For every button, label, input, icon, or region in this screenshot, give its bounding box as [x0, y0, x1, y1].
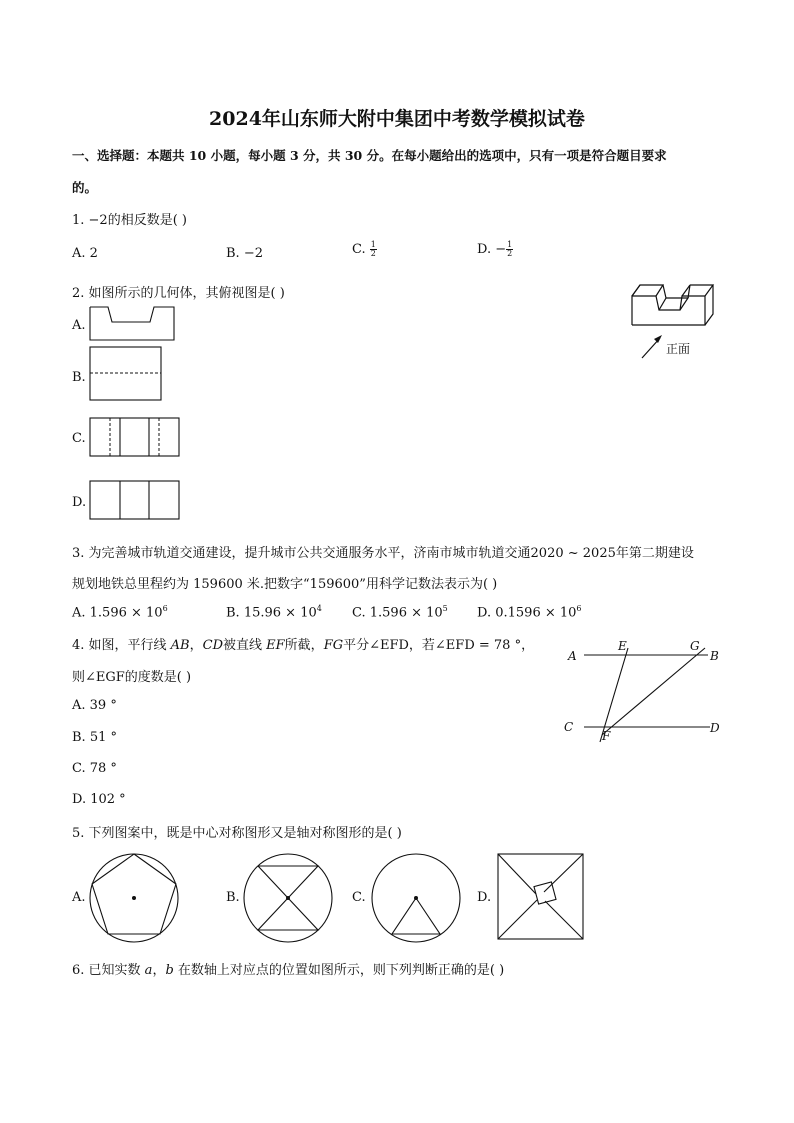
- q2-option-a-figure: [88, 305, 178, 343]
- q3-d-exp: 6: [576, 604, 582, 613]
- q1-option-c: [352, 241, 377, 258]
- q5-option-d-figure: [496, 852, 586, 942]
- q5-option-a-label: A.: [72, 890, 86, 905]
- q2-solid-figure: [618, 278, 728, 362]
- q3-d-base: D. 0.1596 × 10: [477, 605, 577, 621]
- q1-c-numerator: 1: [370, 240, 376, 249]
- q4-fg: FG: [323, 638, 344, 653]
- q3-option-b: [226, 604, 322, 620]
- q3-option-c: [352, 604, 448, 620]
- q6-text-a: 6. 已知实数: [72, 963, 145, 978]
- q1-option-a: A. 2: [72, 246, 98, 261]
- q1-c-denominator: 2: [370, 249, 376, 258]
- q4-option-b: B. 51 °: [72, 730, 117, 745]
- q1-stem: 1. −2的相反数是( ): [72, 213, 187, 228]
- q1-option-d-label: D. −: [477, 242, 507, 257]
- q5-option-b-label: B.: [226, 890, 240, 905]
- q2-option-c-figure: [88, 417, 182, 459]
- q5-option-d-label: D.: [477, 890, 492, 905]
- q4-ef: EF: [266, 638, 285, 653]
- q2-option-a-label: A.: [72, 318, 86, 333]
- q1-option-d-fraction: [506, 241, 513, 258]
- q2-option-d-label: D.: [72, 495, 87, 510]
- q4-text-a: 4. 如图，平行线: [72, 638, 171, 653]
- section-header-line2: 的。: [72, 180, 98, 195]
- q5-option-a-figure: [88, 852, 180, 944]
- q1-d-numerator: 1: [507, 240, 513, 249]
- q4-parallel-lines-figure: [560, 636, 730, 746]
- q3-a-exp: 6: [162, 604, 168, 613]
- q2-front-label: 正面: [666, 342, 691, 356]
- q4-text-b: ，: [189, 638, 203, 653]
- q5-option-c-figure: [370, 852, 462, 944]
- q3-c-base: C. 1.596 × 10: [352, 605, 443, 621]
- q2-option-b-label: B.: [72, 370, 86, 385]
- label-d: D: [710, 721, 720, 735]
- q6-var-a: a: [144, 963, 153, 978]
- line-fg: [602, 648, 705, 735]
- q3-b-exp: 4: [316, 604, 322, 613]
- q4-text-e: 平分∠EFD，若∠EFD = 78 °，: [343, 638, 535, 653]
- q4-option-d: D. 102 °: [72, 792, 126, 807]
- q1-option-d: [477, 241, 513, 258]
- q2-stem: 2. 如图所示的几何体，其俯视图是( ): [72, 286, 285, 301]
- q1-option-c-label: C.: [352, 242, 370, 257]
- page-title: 2024年山东师大附中集团中考数学模拟试卷: [209, 108, 585, 130]
- q2-option-d-figure: [88, 480, 182, 522]
- label-b: B: [710, 649, 719, 663]
- label-c: C: [564, 720, 574, 734]
- q4-line1: [72, 634, 534, 653]
- q5-stem: 5. 下列图案中，既是中心对称图形又是轴对称图形的是( ): [72, 826, 402, 841]
- q6-text-c: 在数轴上对应点的位置如图所示，则下列判断正确的是( ): [173, 963, 505, 978]
- arrow-head-icon: [654, 335, 662, 343]
- q4-option-c: C. 78 °: [72, 761, 117, 776]
- label-a: A: [568, 649, 577, 663]
- q3-option-d: [477, 604, 582, 620]
- q1-option-b: B. −2: [226, 246, 263, 261]
- section-header-line1: 一、选择题：本题共 10 小题，每小题 3 分，共 30 分。在每小题给出的选项中，只有一项是符合题目要求: [72, 148, 667, 163]
- q3-a-base: A. 1.596 × 10: [72, 605, 163, 621]
- q6-var-b: b: [165, 963, 174, 978]
- triangle-shape: [392, 898, 440, 934]
- q6-stem: [72, 959, 504, 978]
- q3-b-base: B. 15.96 × 10: [226, 605, 317, 621]
- q4-cd: CD: [202, 638, 224, 653]
- label-g: G: [690, 639, 700, 653]
- q3-option-a: [72, 604, 168, 620]
- q3-line2: 规划地铁总里程约为 159600 米.把数字“159600”用科学记数法表示为( ): [72, 577, 498, 592]
- q1-d-denominator: 2: [507, 249, 513, 258]
- q3-line1: 3. 为完善城市轨道交通建设，提升城市公共交通服务水平，济南市城市轨道交通2020 ~ 2025年第二期建设: [72, 546, 694, 561]
- q4-option-a: A. 39 °: [72, 698, 117, 713]
- q2-option-b-figure: [88, 346, 164, 402]
- label-f: F: [602, 729, 611, 743]
- q6-text-b: ，: [152, 963, 166, 978]
- q4-text-c: 被直线: [223, 638, 267, 653]
- q1-option-c-fraction: [370, 241, 377, 258]
- q5-option-c-label: C.: [352, 890, 366, 905]
- q3-c-exp: 5: [442, 604, 448, 613]
- q4-line2: 则∠EGF的度数是( ): [72, 670, 192, 685]
- q5-option-b-figure: [242, 852, 334, 944]
- q4-ab: AB: [170, 638, 190, 653]
- q4-text-d: 所截，: [284, 638, 324, 653]
- line-ef: [600, 648, 628, 742]
- label-e: E: [618, 639, 627, 653]
- q2-option-c-label: C.: [72, 431, 86, 446]
